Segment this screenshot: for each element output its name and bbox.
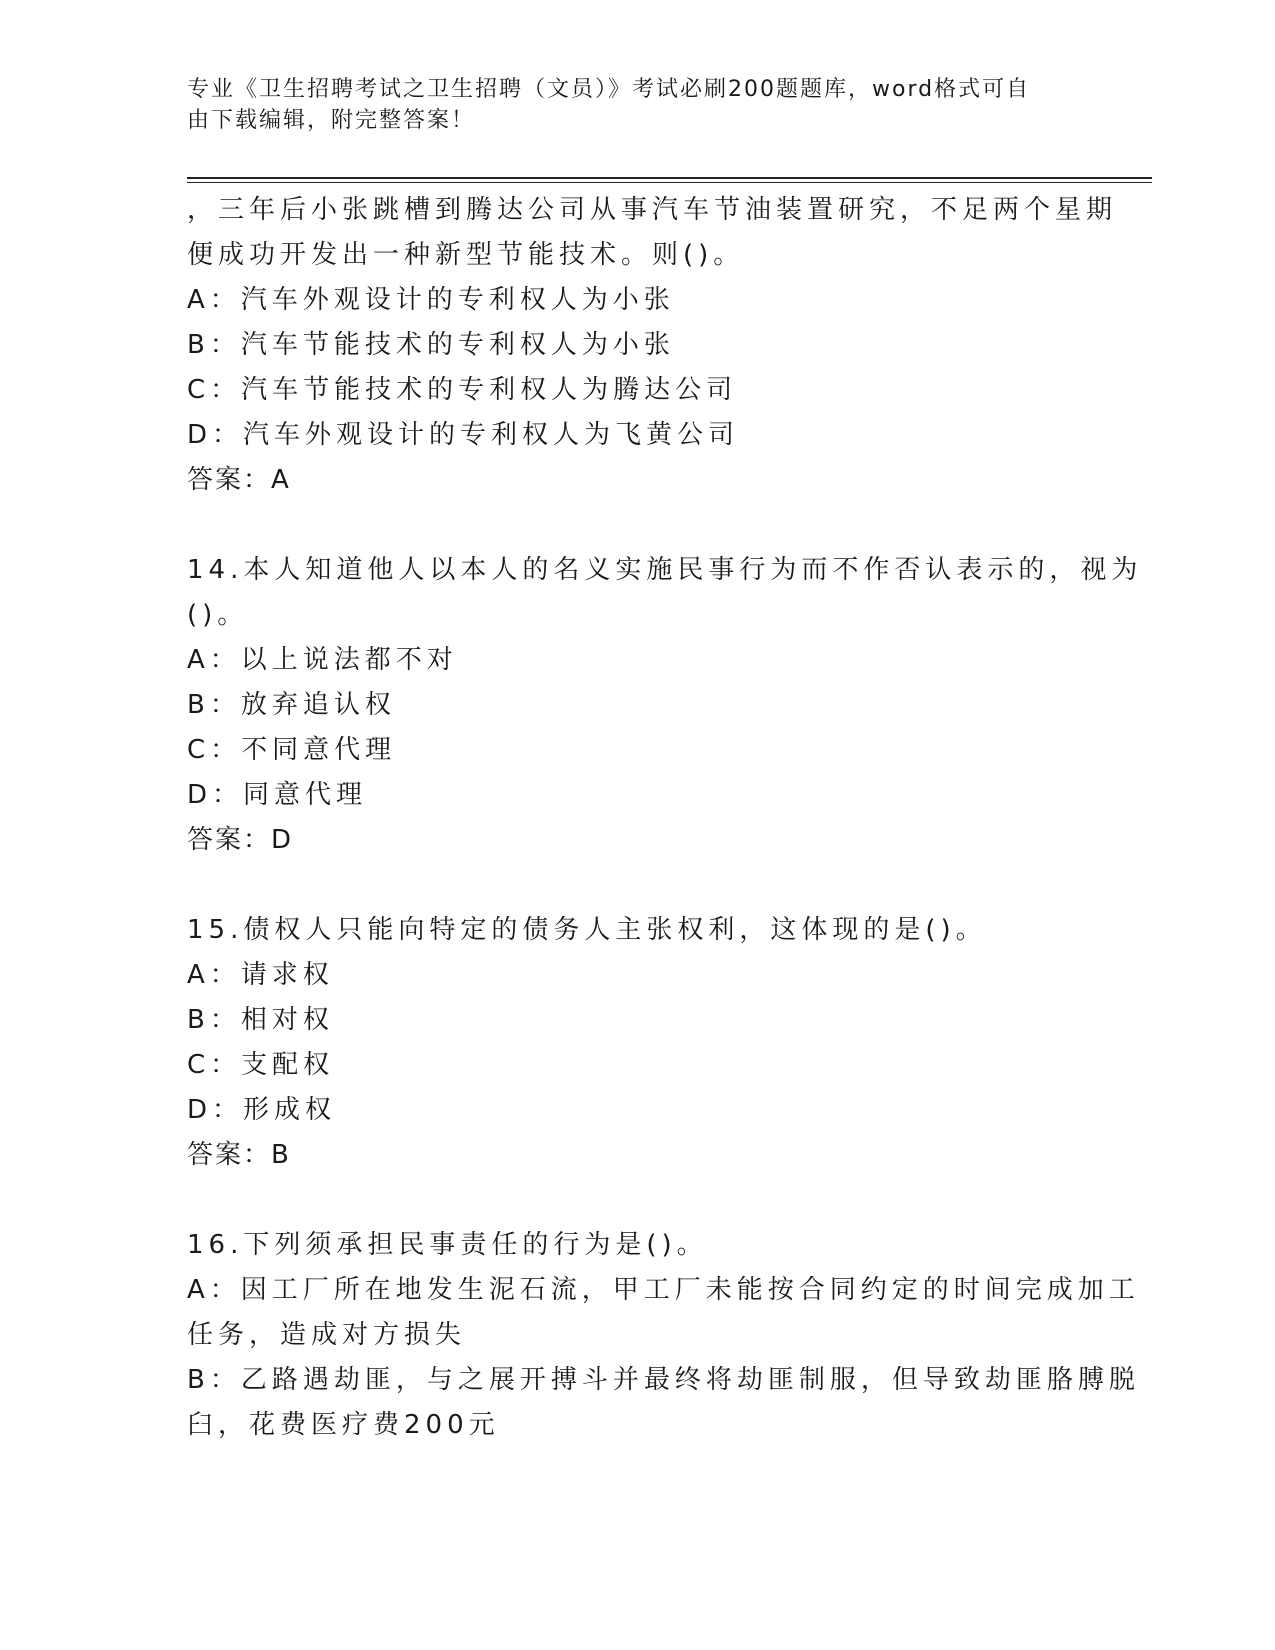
question-16-stem-line-1: 16.下列须承担民事责任的行为是()。 [187,1230,708,1260]
question-14-option-c: C：不同意代理 [187,735,397,765]
question-15-stem-line-1: 15.债权人只能向特定的债务人主张权利，这体现的是()。 [187,915,987,945]
question-15 [187,908,1087,1178]
question-14-stem-line-1: 14.本人知道他人以本人的名义实施民事行为而不作否认表示的，视为 [187,555,1143,585]
question-13-option-a: A：汽车外观设计的专利权人为小张 [187,285,675,315]
question-16-option-b-line-2: 臼，花费医疗费200元 [187,1410,500,1440]
header-divider-thick [187,177,1152,179]
question-15-option-c: C：支配权 [187,1050,335,1080]
question-13-option-c: C：汽车节能技术的专利权人为腾达公司 [187,375,738,405]
header-divider-thin [187,182,1152,183]
header-title-line-2: 由下载编辑，附完整答案！ [187,108,476,133]
question-spacer [187,863,1087,908]
question-15-option-d: D：形成权 [187,1095,337,1125]
document-header [187,74,1067,136]
header-title-line-1: 专业《卫生招聘考试之卫生招聘（文员）》考试必刷200题题库，word格式可自 [187,77,1031,102]
question-15-option-a: A：请求权 [187,960,334,990]
question-16-option-a-line-2: 任务，造成对方损失 [187,1320,467,1350]
question-14-stem-line-2: ()。 [187,600,249,630]
question-14-option-d: D：同意代理 [187,780,368,810]
question-spacer [187,503,1087,548]
question-13-stem-line-2: 便成功开发出一种新型节能技术。则()。 [187,240,745,270]
question-16-option-a-line-1: A：因工厂所在地发生泥石流，甲工厂未能按合同约定的时间完成加工 [187,1275,1140,1305]
question-15-option-b: B：相对权 [187,1005,334,1035]
question-13-option-d: D：汽车外观设计的专利权人为飞黄公司 [187,420,740,450]
question-16-option-b-line-1: B：乙路遇劫匪，与之展开搏斗并最终将劫匪制服，但导致劫匪胳膊脱 [187,1365,1140,1395]
question-content [187,188,1143,1448]
question-13-stem-line-1: ，三年后小张跳槽到腾达公司从事汽车节油装置研究，不足两个星期 [187,195,1118,225]
question-14-option-b: B：放弃追认权 [187,690,396,720]
question-14-option-a: A：以上说法都不对 [187,645,458,675]
question-spacer [187,1178,1087,1223]
question-13-answer: 答案：A [187,465,291,495]
question-13 [187,188,1118,503]
question-15-answer: 答案：B [187,1140,291,1170]
question-14-answer: 答案：D [187,825,294,855]
question-13-option-b: B：汽车节能技术的专利权人为小张 [187,330,675,360]
question-16 [187,1223,1140,1448]
question-14 [187,548,1143,863]
